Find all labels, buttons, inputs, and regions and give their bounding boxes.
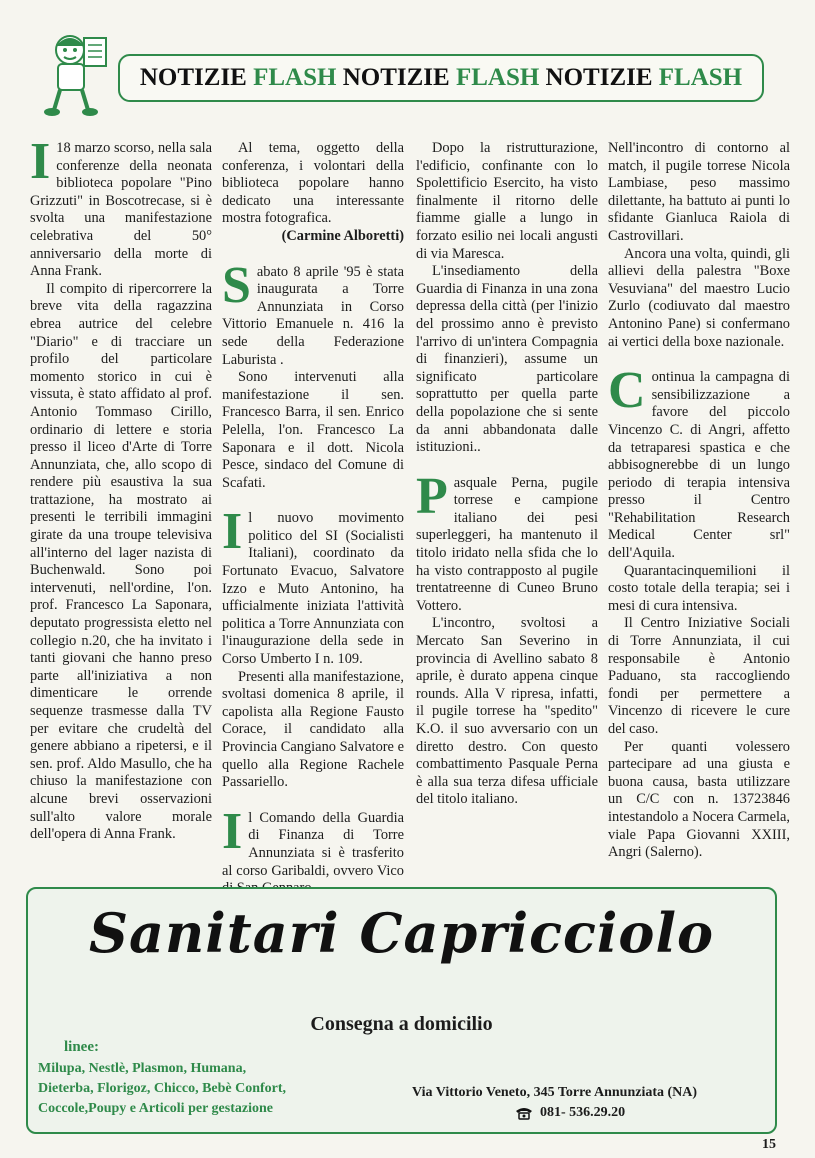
mascot-icon (40, 28, 112, 118)
article-paragraph: abato 8 aprile '95 è stata inaugurata a Torre Annunziata in Corso Vittorio Emanuele n. 416 la sede della Federazione Laburista . (222, 263, 404, 368)
article-anna-frank (30, 133, 212, 844)
drop-cap: I (222, 503, 243, 561)
article-paragraph: Quarantacinquemilioni il costo totale della terapia; sei i mesi di cura intensiva. (608, 562, 790, 614)
ad-tagline: Consegna a domicilio (310, 1013, 493, 1035)
ad-product-line: Coccole,Poupy e Articoli per gestazione (38, 1101, 273, 1116)
article-paragraph: Il Centro Iniziative Sociali di Torre Annunziata, il cui responsabile è Antonio Paduano, sta raccogliendo fondi per permettere a Vincenzo di ricevere le cure del caso. (608, 615, 790, 737)
article-paragraph: Per quanti volessero partecipare ad una giusta e buona causa, basta utilizzare un C/C con n. 13723846 intestandolo a Nocera Carmela, viale Papa Giovanni XXIII, Angri (Salerno). (608, 738, 790, 861)
article-socialisti (222, 503, 404, 792)
drop-cap: P (416, 467, 448, 525)
article-vincenzo (608, 362, 790, 862)
article-signature: (Carmine Alboretti) (281, 227, 404, 244)
article-paragraph: ontinua la campagna di sensibilizzazione a favore del piccolo Vincenzo C. di Angri, affetto da tetraparesi spastica e che abbisognerebbe di un lungo periodo di terapia intensiva presso il Centro "Rehabilitation Research Medical Center srl" dell'Aquila. (608, 369, 790, 562)
column-4 (608, 140, 790, 862)
banner-segment: NOTIZIE (545, 64, 653, 91)
article-paragraph: asquale Perna, pugile torrese e campione italiano dei pesi superleggeri, ha mantenuto il titolo iridato nella sfida che lo ha visto contrapposto al pugile trentatreenne di Cuneo Bruno Vottero. (416, 474, 598, 614)
ad-brand-name: Sanitari Capricciolo (89, 901, 714, 965)
ad-phone-number: 081- 536.29.20 (540, 1105, 626, 1120)
ad-lines-label: linee: (64, 1039, 99, 1055)
column-1 (30, 133, 212, 844)
banner-segment: FLASH (658, 64, 743, 91)
article-paragraph: Presenti alla manifestazione, svoltasi domenica 8 aprile, il capolista alla Regione Fausto Corace, il candidato alla Provincia Cangiano Salvatore e quello alla Regione Rachele Passariello. (222, 668, 404, 791)
banner-segment: FLASH (455, 64, 540, 91)
section-header-banner (118, 54, 764, 102)
drop-cap: I (30, 133, 51, 190)
drop-cap: C (608, 362, 646, 420)
drop-cap: S (222, 256, 251, 314)
banner-segment: NOTIZIE (139, 64, 247, 91)
ad-product-lines (38, 1059, 368, 1119)
article-paragraph: Dopo la ristrutturazione, l'edificio, confinante con lo Spolettificio Esercito, ha visto finalmente il ritorno delle fiamme gialle a lungo in forzato esilio nei locali angusti di via Maresca. (416, 140, 598, 262)
article-paragraph: Sono intervenuti alla manifestazione il sen. Francesco Barra, il sen. Enrico Pelella, l'on. Francesco La Saponara e il dott. Nicola Pesce, sindaco del Comune di Scafati. (222, 369, 404, 491)
page-number: 15 (762, 1137, 776, 1152)
article-paragraph: Al tema, oggetto della conferenza, i volontari della biblioteca popolare hanno dedicato una interessante mostra fotografica. (222, 140, 404, 227)
article-paragraph: l nuovo movimento politico del SI (Socialisti Italiani), coordinato da Fortunato Evacuo, Salvatore Izzo e Muto Antonino, ha ufficialmente iniziata l'attività politica a Torre Annunziata con l'inaugurazione della sede in Corso Umberto I n. 109. (222, 510, 404, 668)
article-paragraph: L'insediamento della Guardia di Finanza in una zona depressa della città (per l'inizio del prossimo anno è previsto l'arrivo di un'intera Compagnia di finanzieri), assume un significato particolare soprattutto per quella parte della popolazione che si sente da anni abbandonata dalle istituzioni.. (416, 263, 598, 456)
article-paragraph: L'incontro, svoltosi a Mercato San Severino in provincia di Avellino sabato 8 aprile, è durato appena cinque rounds. Alla V ripresa, infatti, il pugile torrese ha "spedito" K.O. il suo avversario con un diretto destro. Con questo combattimento Pasquale Perna è alla sua terza difesa ufficiale del titolo italiano. (416, 615, 598, 808)
article-paragraph: Ancora una volta, quindi, gli allievi della palestra "Boxe Vesuviana" del maestro Lucio Zurlo (codiuvato dal maestro Antonino Pane) si confermano ai vertici della boxe nazionale. (608, 245, 790, 350)
telephone-icon (514, 1106, 534, 1120)
banner-segment: FLASH (253, 64, 337, 91)
article-paragraph: Il compito di ripercorrere la breve vita della ragazzina ebrea autrice del celebre "Diario" e di tracciare un profilo del particolare momento storico in cui è vissuta, è stato affidato al prof. Antonio Tommaso Cirillo, ordinario di lettere e storia presso il liceo d'Arte di Torre Annunziata, che, allo scopo di rendere più esaustiva la sua trattazione, ha mostrato ai presenti le terribili immagini girate da una troupe televisiva all'interno del lager nazista di Buchenwald. Sono poi intervenuti, nell'ordine, l'on. prof. Francesco La Saponara, deputato progressista eletto nel collegio n.20, che ha invitato i tanti giovani che hanno preso parte all'iniziativa a non dimenticare le orrende sequenze trasmesse dalla TV per evitare che crudeltà del genere abbiano a ripetersi, e il sen. prof. Aldo Masullo, che ha chiuso la manifestazione con alcune brevi osservazioni sull'alto valore morale dell'opera di Anna Frank. (30, 280, 212, 843)
article-pugilato (416, 467, 598, 809)
column-2 (222, 140, 404, 898)
drop-cap: I (222, 802, 243, 860)
article-guardia-finanza (222, 802, 404, 898)
column-3 (416, 140, 598, 809)
advertisement-box (26, 887, 777, 1134)
ad-product-line: Dieterba, Florigoz, Chicco, Bebè Confort, (38, 1081, 287, 1096)
article-paragraph: l Comando della Guardia di Finanza di Torre Annunziata si è trasferito al corso Garibaldi, ovvero Vico (222, 809, 404, 879)
ad-product-line: Milupa, Nestlè, Plasmon, Humana, (38, 1061, 247, 1076)
ad-phone (514, 1105, 625, 1121)
article-paragraph: Nell'incontro di contorno al match, il pugile torrese Nicola Lambiase, peso massimo dilettante, ha battuto ai punti lo sfidante Gianluca Raiola di Castrovillari. (608, 140, 790, 244)
article-laburisti (222, 256, 404, 493)
ad-address: Via Vittorio Veneto, 345 Torre Annunziata (NA) (412, 1085, 698, 1100)
article-paragraph: 18 marzo scorso, nella sala conferenze della neonata biblioteca popolare "Pino Grizzuti" in Boscotrecase, si è svolta una manifestazione celebrativa del 50° anniversario della morte di Anna Frank. (30, 140, 212, 280)
banner-segment: NOTIZIE (342, 64, 450, 91)
